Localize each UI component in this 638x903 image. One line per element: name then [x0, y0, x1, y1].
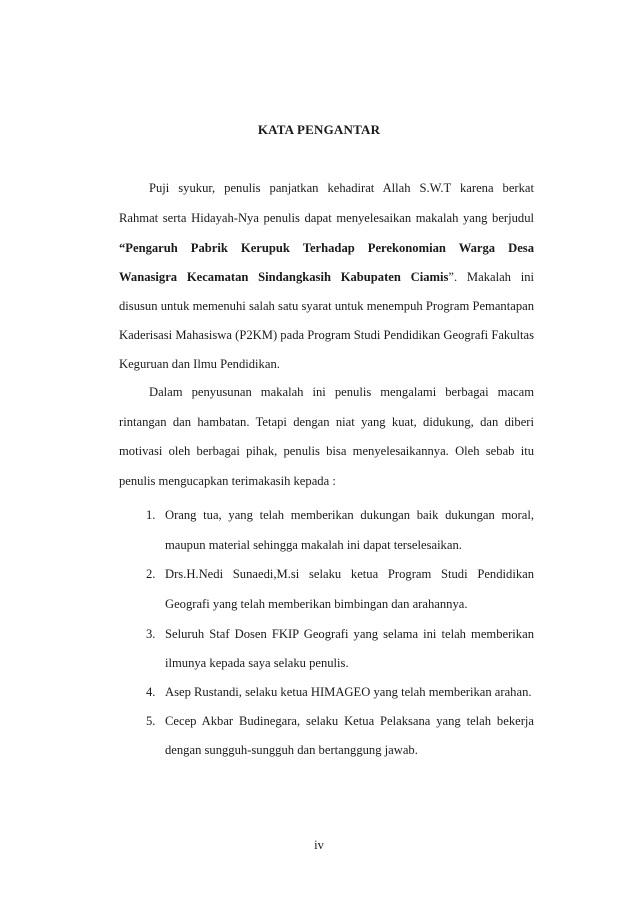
list-text-line: Orang tua, yang telah memberikan dukungan baik dukungan moral,	[165, 508, 534, 522]
list-text-line: Cecep Akbar Budinegara, selaku Ketua Pelaksana yang telah bekerja	[165, 714, 534, 728]
text-line: disusun untuk memenuhi salah satu syarat untuk menempuh Program Pemantapan	[119, 299, 534, 313]
text-line: rintangan dan hambatan. Tetapi dengan niat yang kuat, didukung, dan diberi	[119, 415, 534, 429]
list-number: 5.	[146, 714, 156, 728]
title-part2-bold: Wanasigra Kecamatan Sindangkasih Kabupaten Ciamis	[119, 270, 449, 284]
list-number: 3.	[146, 627, 156, 641]
text-line-title-part1: “Pengaruh Pabrik Kerupuk Terhadap Perekonomian Warga Desa	[119, 241, 534, 255]
text-line: Puji syukur, penulis panjatkan kehadirat Allah S.W.T karena berkat	[149, 181, 534, 195]
text-line: Dalam penyusunan makalah ini penulis mengalami berbagai macam	[149, 385, 534, 399]
list-text-line: Asep Rustandi, selaku ketua HIMAGEO yang telah memberikan arahan.	[165, 685, 532, 699]
list-text-line: Geografi yang telah memberikan bimbingan dan arahannya.	[165, 597, 468, 611]
text-line: motivasi oleh berbagai pihak, penulis bisa menyelesaikannya. Oleh sebab itu	[119, 444, 534, 458]
title-part2-rest: ”. Makalah ini	[448, 270, 535, 284]
text-line-title-part2	[119, 270, 534, 285]
list-text-line: maupun material sehingga makalah ini dapat terselesaikan.	[165, 538, 462, 552]
list-number: 1.	[146, 508, 156, 522]
list-number: 4.	[146, 685, 156, 699]
text-line: penulis mengucapkan terimakasih kepada :	[119, 474, 336, 488]
page-title: KATA PENGANTAR	[257, 122, 381, 137]
list-text-line: Seluruh Staf Dosen FKIP Geografi yang selama ini telah memberikan	[165, 627, 534, 641]
text-line: Rahmat serta Hidayah-Nya penulis dapat menyelesaikan makalah yang berjudul	[119, 211, 534, 225]
text-line: Kaderisasi Mahasiswa (P2KM) pada Program Studi Pendidikan Geografi Fakultas	[119, 328, 534, 342]
text-line: Keguruan dan Ilmu Pendidikan.	[119, 357, 280, 371]
list-number: 2.	[146, 567, 156, 581]
list-text-line: Drs.H.Nedi Sunaedi,M.si selaku ketua Program Studi Pendidikan	[165, 567, 534, 581]
list-text-line: dengan sungguh-sungguh dan bertanggung jawab.	[165, 743, 418, 757]
page-number: iv	[314, 838, 324, 852]
list-text-line: ilmunya kepada saya selaku penulis.	[165, 656, 349, 670]
